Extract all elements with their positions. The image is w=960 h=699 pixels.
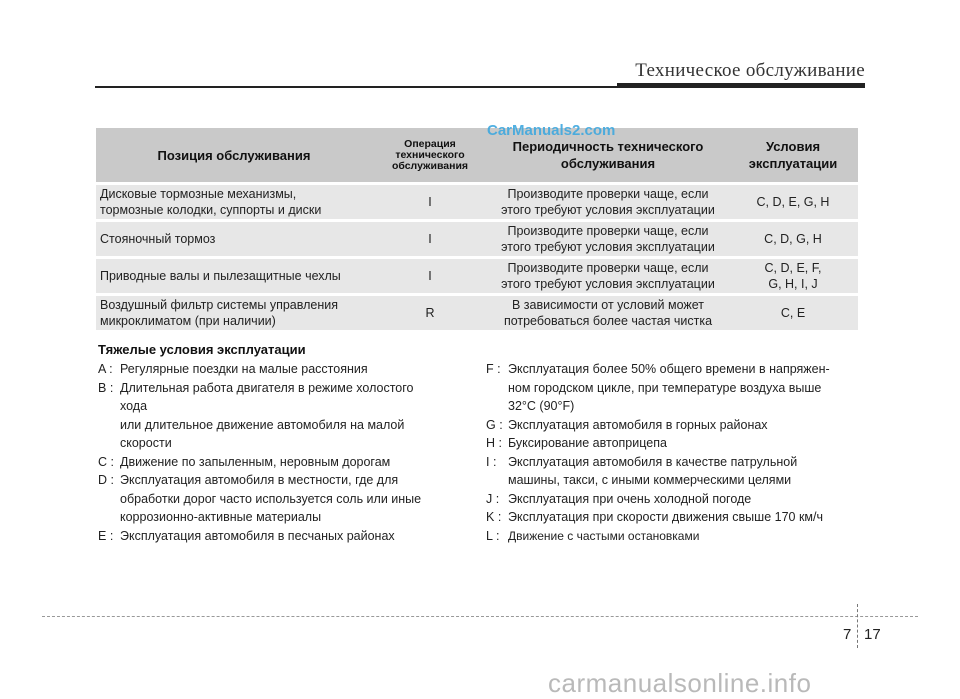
footer-divider (42, 616, 918, 617)
cell-conditions (728, 296, 858, 330)
condition-text: Эксплуатация автомобиля в качестве патрульной (508, 454, 798, 469)
header-operation-line: технического (395, 148, 465, 161)
condition-text: Регулярные поездки на малые расстояния (120, 362, 368, 376)
condition-text: Эксплуатация более 50% общего времени в напряжен- (508, 362, 830, 376)
list-item (98, 453, 468, 472)
cell-operation: R (372, 296, 488, 330)
conditions-left-column (98, 360, 468, 545)
condition-text-continued: коррозионно-активные материалы (120, 510, 322, 524)
chapter-number: 7 (843, 626, 852, 643)
list-item (98, 527, 468, 546)
cell-line: этого требуют условия эксплуатации (501, 203, 715, 217)
header-periodicity-line: обслуживания (560, 156, 656, 171)
maintenance-table (96, 125, 858, 333)
page-number-separator (857, 604, 858, 648)
condition-letter: J : (486, 491, 500, 506)
condition-letter: B : (98, 380, 114, 395)
cell-line: Стояночный тормоз (100, 232, 216, 246)
cell-line: C, D, E, F, (764, 261, 822, 275)
table-row (96, 259, 858, 293)
header-conditions-line: эксплуатации (748, 156, 838, 171)
condition-text: Эксплуатация автомобиля в местности, где для (120, 473, 399, 487)
list-item (98, 360, 468, 379)
condition-letter: E : (98, 528, 114, 543)
condition-text: Движение с частыми остановками (508, 528, 700, 543)
list-item (98, 379, 468, 398)
condition-text: Движение по запыленным, неровным дорогам (120, 454, 391, 469)
condition-letter: L : (486, 528, 500, 543)
table-row (96, 296, 858, 330)
watermark-logo: CarManuals2.com (487, 122, 616, 139)
cell-operation: I (372, 259, 488, 293)
cell-line: Производите проверки чаще, если (507, 261, 709, 275)
condition-text-continued: обработки дорог часто используется соль или иные (120, 491, 422, 506)
header-operation-line: Операция (404, 137, 456, 150)
condition-letter: H : (486, 436, 502, 450)
table-row (96, 222, 858, 256)
cell-conditions (728, 185, 858, 219)
cell-position (96, 222, 372, 256)
condition-text: Буксирование автоприцепа (508, 436, 667, 450)
list-item (486, 527, 866, 546)
cell-line: C, D, G, H (764, 232, 822, 246)
condition-text-continued: хода (120, 399, 148, 413)
cell-line: этого требуют условия эксплуатации (501, 240, 715, 254)
table-row (96, 185, 858, 219)
cell-line: этого требуют условия эксплуатации (501, 277, 715, 291)
condition-text-continued: или длительное движение автомобиля на малой (120, 417, 405, 432)
header-operation (372, 128, 488, 182)
condition-text-continued: 32°C (90°F) (508, 399, 575, 413)
cell-conditions (728, 222, 858, 256)
list-item (486, 416, 866, 435)
cell-operation: I (372, 222, 488, 256)
cell-periodicity (488, 222, 728, 256)
condition-text-continued: ном городском цикле, при температуре воздуха выше (508, 380, 822, 395)
cell-line: Производите проверки чаще, если (507, 187, 709, 201)
cell-position (96, 185, 372, 219)
page-number: 17 (864, 626, 881, 643)
condition-text-continued: машины, такси, с иными коммерческими целями (508, 473, 792, 487)
cell-line: В зависимости от условий может (511, 298, 705, 312)
condition-text-continued: скорости (120, 436, 172, 450)
header-rule-accent (617, 83, 865, 88)
site-watermark: carmanualsonline.info (548, 668, 812, 698)
header-conditions-line: Условия (765, 139, 821, 154)
list-item (98, 471, 468, 490)
list-item (486, 453, 866, 472)
condition-text: Эксплуатация при очень холодной погоде (508, 491, 752, 506)
list-item (486, 490, 866, 509)
cell-position (96, 296, 372, 330)
list-item (486, 508, 866, 527)
cell-periodicity (488, 185, 728, 219)
condition-letter: G : (486, 417, 503, 432)
condition-text: Длительная работа двигателя в режиме холостого (120, 380, 414, 395)
condition-letter: D : (98, 473, 114, 487)
condition-text: Эксплуатация автомобиля в песчаных районах (120, 528, 395, 543)
cell-line: тормозные колодки, суппорты и диски (100, 203, 322, 217)
cell-line: микроклиматом (при наличии) (100, 314, 276, 328)
condition-letter: I : (486, 454, 497, 469)
cell-line: потребоваться более частая чистка (503, 314, 713, 328)
header-position: Позиция обслуживания (96, 128, 372, 182)
cell-conditions (728, 259, 858, 293)
cell-periodicity (488, 259, 728, 293)
cell-position (96, 259, 372, 293)
conditions-title: Тяжелые условия эксплуатации (98, 342, 306, 357)
condition-letter: K : (486, 510, 502, 524)
condition-text: Эксплуатация автомобиля в горных районах (508, 417, 768, 432)
list-item (486, 434, 866, 453)
list-item (486, 360, 866, 379)
table-header-row (96, 128, 858, 182)
header-operation-line: обслуживания (391, 159, 469, 172)
header-conditions (728, 128, 858, 182)
condition-letter: C : (98, 454, 114, 469)
condition-text: Эксплуатация при скорости движения свыше 170 км/ч (508, 510, 823, 524)
conditions-right-column (486, 360, 866, 545)
cell-operation: I (372, 185, 488, 219)
header-periodicity-line: Периодичность технического (512, 139, 704, 154)
cell-line: C, E (780, 306, 806, 320)
cell-line: Приводные валы и пылезащитные чехлы (100, 269, 341, 283)
condition-letter: A : (98, 362, 113, 376)
cell-line: Воздушный фильтр системы управления (100, 298, 339, 312)
cell-line: G, H, I, J (768, 277, 818, 291)
cell-line: C, D, E, G, H (756, 195, 830, 209)
cell-periodicity (488, 296, 728, 330)
condition-letter: F : (486, 362, 501, 376)
cell-line: Дисковые тормозные механизмы, (100, 187, 297, 201)
cell-line: Производите проверки чаще, если (507, 224, 709, 238)
page-header-title: Техническое обслуживание (635, 60, 865, 81)
